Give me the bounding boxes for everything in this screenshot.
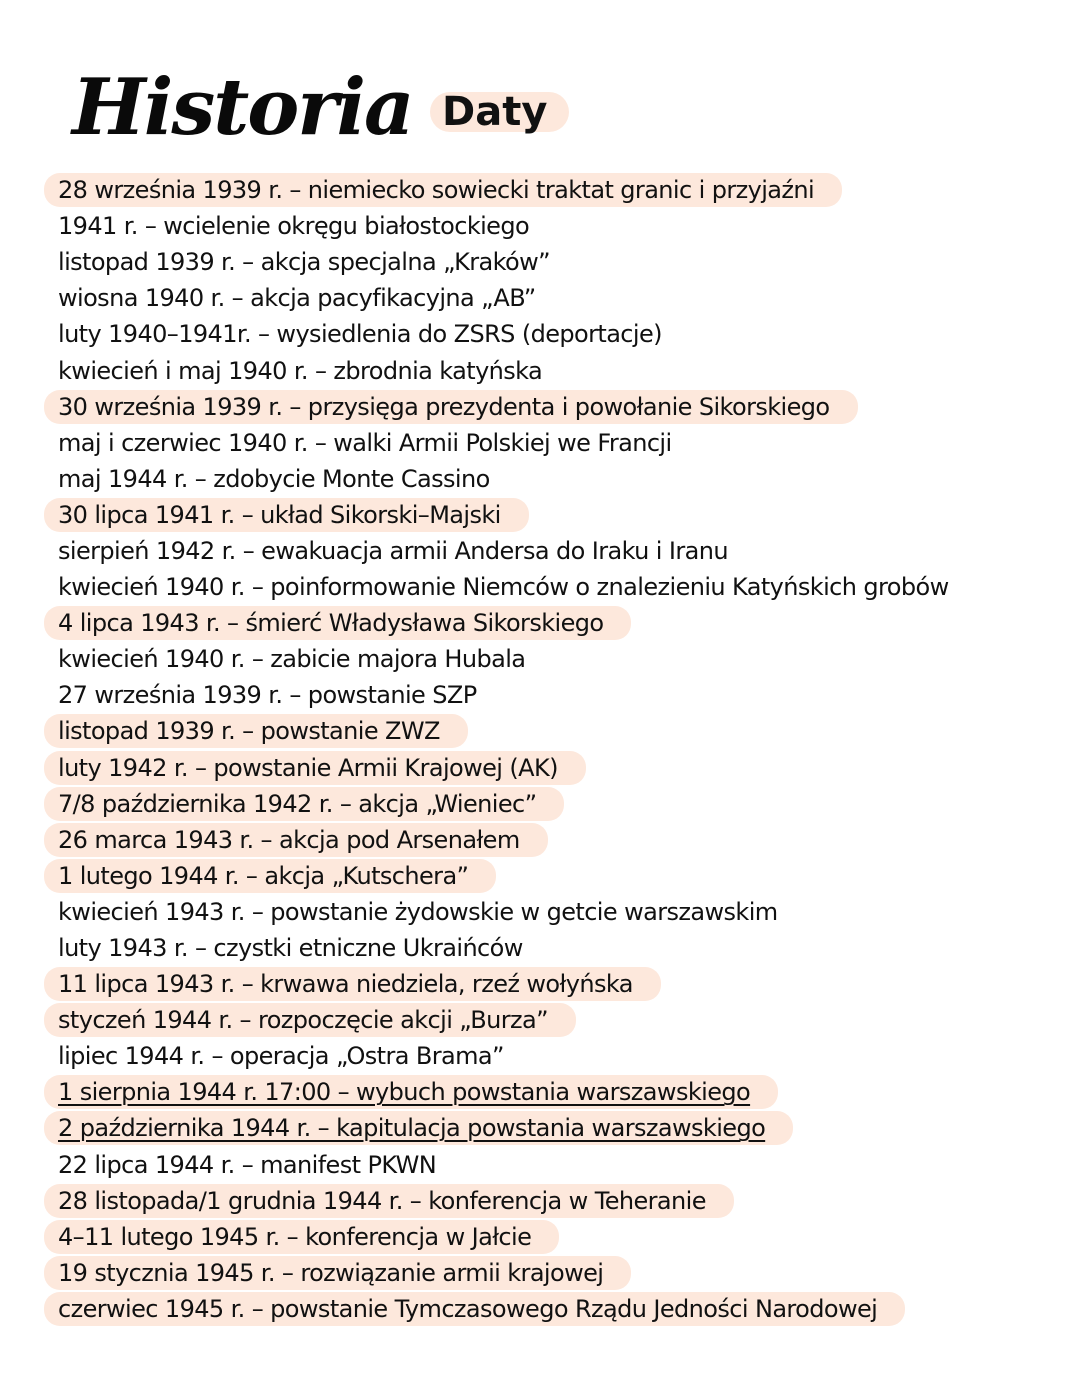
list-item bbox=[44, 1219, 977, 1255]
list-item bbox=[44, 1291, 977, 1327]
date-entry-text: czerwiec 1945 r. – powstanie Tymczasowego Rządu Jedności Narodowej bbox=[44, 1292, 905, 1326]
date-entry-text: 1 lutego 1944 r. – akcja „Kutschera” bbox=[44, 859, 496, 893]
date-entry-text: 27 września 1939 r. – powstanie SZP bbox=[58, 681, 477, 710]
dates-list bbox=[44, 172, 977, 1327]
date-entry-text: 28 listopada/1 grudnia 1944 r. – konferencja w Teheranie bbox=[44, 1184, 734, 1218]
list-item bbox=[44, 713, 977, 749]
date-entry-text: 30 lipca 1941 r. – układ Sikorski–Majski bbox=[44, 498, 529, 532]
list-item bbox=[44, 930, 977, 966]
list-item bbox=[44, 822, 977, 858]
date-entry-text: maj 1944 r. – zdobycie Monte Cassino bbox=[58, 464, 490, 493]
date-entry-text: 22 lipca 1944 r. – manifest PKWN bbox=[58, 1150, 437, 1179]
list-item bbox=[44, 1110, 977, 1146]
list-item bbox=[44, 858, 977, 894]
date-entry-text: wiosna 1940 r. – akcja pacyfikacyjna „AB” bbox=[58, 284, 536, 313]
date-entry-text: 4–11 lutego 1945 r. – konferencja w Jałcie bbox=[44, 1220, 559, 1254]
date-entry-text: kwiecień i maj 1940 r. – zbrodnia katyńska bbox=[58, 356, 543, 385]
date-entry-text: kwiecień 1940 r. – poinformowanie Niemców o znalezieniu Katyńskich grobów bbox=[58, 573, 949, 602]
list-item bbox=[44, 533, 977, 569]
date-entry-text: 26 marca 1943 r. – akcja pod Arsenałem bbox=[44, 823, 548, 857]
date-entry-text: 1941 r. – wcielenie okręgu białostockiego bbox=[58, 212, 530, 241]
list-item bbox=[44, 352, 977, 388]
date-entry-text: 2 października 1944 r. – kapitulacja powstania warszawskiego bbox=[44, 1111, 793, 1145]
list-item bbox=[44, 244, 977, 280]
date-entry-text: lipiec 1944 r. – operacja „Ostra Brama” bbox=[58, 1042, 504, 1071]
list-item bbox=[44, 497, 977, 533]
list-item bbox=[44, 641, 977, 677]
date-entry-text: luty 1943 r. – czystki etniczne Ukraińców bbox=[58, 934, 523, 963]
date-entry-text: 11 lipca 1943 r. – krwawa niedziela, rzeź wołyńska bbox=[44, 967, 661, 1001]
list-item bbox=[44, 894, 977, 930]
date-entry-text: kwiecień 1940 r. – zabicie majora Hubala bbox=[58, 645, 526, 674]
page-subtitle: Daty bbox=[430, 92, 569, 132]
list-item bbox=[44, 461, 977, 497]
date-entry-text: 7/8 października 1942 r. – akcja „Wieniec” bbox=[44, 787, 564, 821]
date-entry-text: 1 sierpnia 1944 r. 17:00 – wybuch powstania warszawskiego bbox=[44, 1075, 778, 1109]
date-entry-text: luty 1940–1941r. – wysiedlenia do ZSRS (deportacje) bbox=[58, 320, 662, 349]
list-item bbox=[44, 1074, 977, 1110]
list-item bbox=[44, 208, 977, 244]
list-item bbox=[44, 172, 977, 208]
list-item bbox=[44, 1002, 977, 1038]
list-item bbox=[44, 1038, 977, 1074]
list-item bbox=[44, 1255, 977, 1291]
date-entry-text: listopad 1939 r. – powstanie ZWZ bbox=[44, 714, 468, 748]
page-title: Historia bbox=[72, 62, 413, 153]
date-entry-text: listopad 1939 r. – akcja specjalna „Kraków” bbox=[58, 248, 550, 277]
list-item bbox=[44, 750, 977, 786]
list-item bbox=[44, 966, 977, 1002]
date-entry-text: 30 września 1939 r. – przysięga prezydenta i powołanie Sikorskiego bbox=[44, 390, 858, 424]
list-item bbox=[44, 605, 977, 641]
date-entry-text: 4 lipca 1943 r. – śmierć Władysława Sikorskiego bbox=[44, 606, 631, 640]
date-entry-text: luty 1942 r. – powstanie Armii Krajowej (AK) bbox=[44, 751, 586, 785]
list-item bbox=[44, 1147, 977, 1183]
date-entry-text: maj i czerwiec 1940 r. – walki Armii Polskiej we Francji bbox=[58, 428, 672, 457]
list-item bbox=[44, 389, 977, 425]
date-entry-text: 28 września 1939 r. – niemiecko sowiecki traktat granic i przyjaźni bbox=[44, 173, 842, 207]
list-item bbox=[44, 280, 977, 316]
list-item bbox=[44, 316, 977, 352]
list-item bbox=[44, 677, 977, 713]
date-entry-text: 19 stycznia 1945 r. – rozwiązanie armii krajowej bbox=[44, 1256, 631, 1290]
list-item bbox=[44, 569, 977, 605]
list-item bbox=[44, 786, 977, 822]
date-entry-text: kwiecień 1943 r. – powstanie żydowskie w getcie warszawskim bbox=[58, 897, 778, 926]
list-item bbox=[44, 425, 977, 461]
list-item bbox=[44, 1183, 977, 1219]
date-entry-text: sierpień 1942 r. – ewakuacja armii Andersa do Iraku i Iranu bbox=[58, 536, 728, 565]
date-entry-text: styczeń 1944 r. – rozpoczęcie akcji „Burza” bbox=[44, 1003, 576, 1037]
